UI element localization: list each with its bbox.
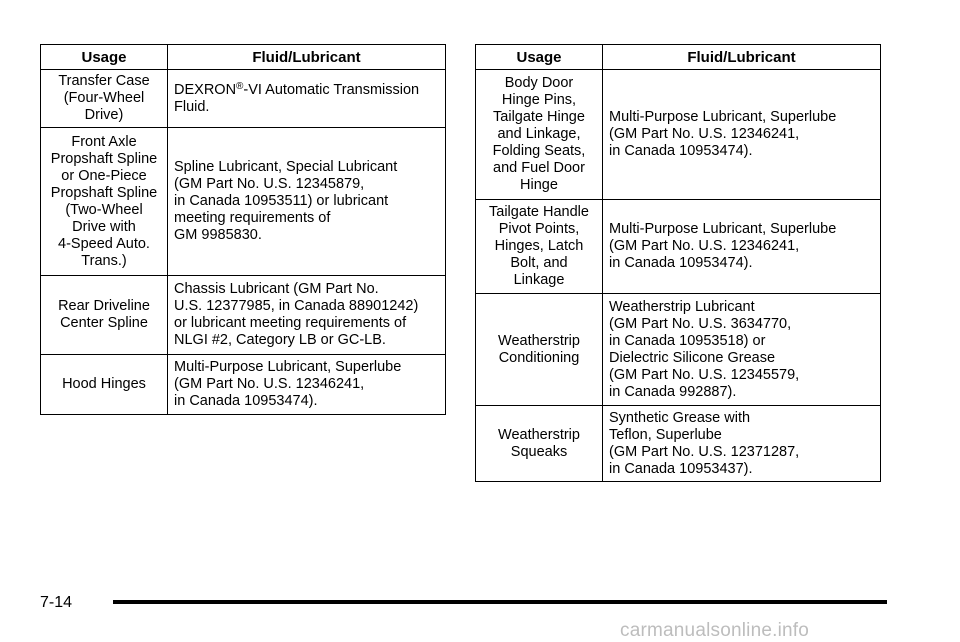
table-row	[476, 294, 881, 406]
usage-cell: Front Axle Propshaft Spline or One-Piece Propshaft Spline (Two-Wheel Drive with 4-Speed Auto. Trans.)	[41, 128, 168, 276]
site-watermark: carmanualsonline.info	[620, 620, 810, 641]
usage-cell: Transfer Case (Four-Wheel Drive)	[41, 70, 168, 128]
table-row	[476, 406, 881, 482]
usage-cell: Weatherstrip Conditioning	[476, 294, 603, 406]
usage-cell: Body Door Hinge Pins, Tailgate Hinge and Linkage, Folding Seats, and Fuel Door Hinge	[476, 70, 603, 200]
fluid-cell: Weatherstrip Lubricant (GM Part No. U.S. 3634770, in Canada 10953518) or Dielectric Silicone Grease (GM Part No. U.S. 12345579, in Canada 992887).	[603, 294, 881, 406]
table-row	[41, 355, 446, 415]
table-row	[41, 276, 446, 355]
table-row	[476, 70, 881, 200]
fluid-column-header: Fluid/Lubricant	[603, 45, 881, 70]
table-row	[41, 70, 446, 128]
fluid-cell: Chassis Lubricant (GM Part No. U.S. 12377985, in Canada 88901242) or lubricant meeting requirements of NLGI #2, Category LB or GC-LB.	[168, 276, 446, 355]
fluid-cell: Multi-Purpose Lubricant, Superlube (GM Part No. U.S. 12346241, in Canada 10953474).	[603, 200, 881, 294]
usage-column-header: Usage	[476, 45, 603, 70]
registered-mark: ®	[236, 80, 244, 92]
usage-cell: Tailgate Handle Pivot Points, Hinges, Latch Bolt, and Linkage	[476, 200, 603, 294]
table-row	[476, 200, 881, 294]
page-number: 7-14	[40, 594, 73, 611]
left-lubricant-table	[40, 44, 446, 415]
fluid-column-header: Fluid/Lubricant	[168, 45, 446, 70]
fluid-cell	[168, 70, 446, 128]
usage-cell: Rear Driveline Center Spline	[41, 276, 168, 355]
fluid-cell: Multi-Purpose Lubricant, Superlube (GM Part No. U.S. 12346241, in Canada 10953474).	[603, 70, 881, 200]
usage-cell: Weatherstrip Squeaks	[476, 406, 603, 482]
fluid-cell: Spline Lubricant, Special Lubricant (GM Part No. U.S. 12345879, in Canada 10953511) or lubricant meeting requirements of GM 9985830.	[168, 128, 446, 276]
footer-divider	[113, 600, 887, 604]
fluid-text-rest: -VI Automatic Transmission Fluid.	[174, 81, 420, 115]
table-header-row	[476, 45, 881, 70]
table-row	[41, 128, 446, 276]
table-header-row	[41, 45, 446, 70]
fluid-cell: Synthetic Grease with Teflon, Superlube (GM Part No. U.S. 12371287, in Canada 10953437).	[603, 406, 881, 482]
right-lubricant-table	[475, 44, 881, 482]
fluid-cell: Multi-Purpose Lubricant, Superlube (GM Part No. U.S. 12346241, in Canada 10953474).	[168, 355, 446, 415]
usage-column-header: Usage	[41, 45, 168, 70]
usage-cell: Hood Hinges	[41, 355, 168, 415]
fluid-text: DEXRON	[174, 81, 237, 98]
